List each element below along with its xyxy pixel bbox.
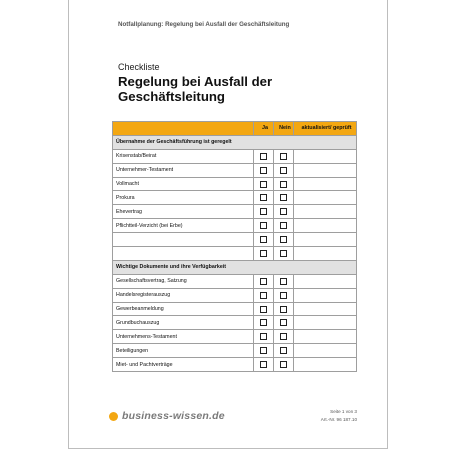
checkbox-nein[interactable] <box>280 361 287 368</box>
checkbox-cell-nein <box>274 247 294 261</box>
column-header-item <box>113 122 254 136</box>
checkbox-cell-ja <box>254 316 274 330</box>
row-label: Unternehmens-Testament <box>113 330 254 344</box>
row-label: Krisenstab/Beirat <box>113 149 254 163</box>
checkbox-ja[interactable] <box>260 306 267 313</box>
checkbox-cell-nein <box>274 330 294 344</box>
checkbox-nein[interactable] <box>280 306 287 313</box>
checkbox-cell-ja <box>254 233 274 247</box>
checkbox-nein[interactable] <box>280 181 287 188</box>
checkbox-cell-ja <box>254 288 274 302</box>
row-label: Grundbuchauszug <box>113 316 254 330</box>
column-header-nein: Nein <box>274 122 294 136</box>
updated-cell[interactable] <box>294 149 357 163</box>
updated-cell[interactable] <box>294 302 357 316</box>
checkbox-ja[interactable] <box>260 361 267 368</box>
row-label: Beteiligungen <box>113 344 254 358</box>
row-label <box>113 233 254 247</box>
checkbox-ja[interactable] <box>260 194 267 201</box>
checkbox-nein[interactable] <box>280 333 287 340</box>
checkbox-ja[interactable] <box>260 250 267 257</box>
checkbox-cell-nein <box>274 233 294 247</box>
checkbox-cell-ja <box>254 247 274 261</box>
checkbox-cell-ja <box>254 344 274 358</box>
checkbox-cell-ja <box>254 163 274 177</box>
page-number: Seite 1 von 3 <box>330 409 357 414</box>
checkbox-ja[interactable] <box>260 347 267 354</box>
checkbox-cell-nein <box>274 358 294 372</box>
section-title: Übernahme der Geschäftsführung ist geregelt <box>113 135 357 149</box>
table-row <box>113 163 357 177</box>
table-row <box>113 149 357 163</box>
checkbox-cell-nein <box>274 288 294 302</box>
row-label: Unternehmer-Testament <box>113 163 254 177</box>
table-row <box>113 302 357 316</box>
brand-logo <box>109 410 225 422</box>
checkbox-cell-nein <box>274 163 294 177</box>
table-row <box>113 358 357 372</box>
table-row <box>113 288 357 302</box>
checkbox-ja[interactable] <box>260 278 267 285</box>
table-row <box>113 191 357 205</box>
checkbox-nein[interactable] <box>280 194 287 201</box>
updated-cell[interactable] <box>294 344 357 358</box>
table-header-row <box>113 122 357 136</box>
updated-cell[interactable] <box>294 330 357 344</box>
table-row <box>113 247 357 261</box>
updated-cell[interactable] <box>294 358 357 372</box>
updated-cell[interactable] <box>294 274 357 288</box>
checkbox-nein[interactable] <box>280 222 287 229</box>
row-label: Gewerbeanmeldung <box>113 302 254 316</box>
column-header-ja: Ja <box>254 122 274 136</box>
updated-cell[interactable] <box>294 191 357 205</box>
row-label: Gesellschaftsvertrag, Satzung <box>113 274 254 288</box>
checkbox-nein[interactable] <box>280 153 287 160</box>
checkbox-cell-ja <box>254 274 274 288</box>
checklist-body <box>113 135 357 371</box>
checkbox-nein[interactable] <box>280 292 287 299</box>
checkbox-nein[interactable] <box>280 347 287 354</box>
checkbox-cell-ja <box>254 177 274 191</box>
checkbox-cell-ja <box>254 205 274 219</box>
brand-dot-icon <box>109 412 118 421</box>
checkbox-ja[interactable] <box>260 181 267 188</box>
checkbox-ja[interactable] <box>260 167 267 174</box>
checkbox-cell-ja <box>254 358 274 372</box>
checkbox-cell-ja <box>254 302 274 316</box>
article-number: Art.-Nr. 96 187.10 <box>320 416 357 422</box>
updated-cell[interactable] <box>294 177 357 191</box>
checkbox-ja[interactable] <box>260 292 267 299</box>
row-label: Miet- und Pachtverträge <box>113 358 254 372</box>
updated-cell[interactable] <box>294 247 357 261</box>
checkbox-ja[interactable] <box>260 222 267 229</box>
checkbox-ja[interactable] <box>260 236 267 243</box>
updated-cell[interactable] <box>294 288 357 302</box>
checklist-table <box>112 121 357 372</box>
checkbox-cell-ja <box>254 219 274 233</box>
checkbox-cell-nein <box>274 191 294 205</box>
checkbox-cell-nein <box>274 177 294 191</box>
updated-cell[interactable] <box>294 205 357 219</box>
checkbox-ja[interactable] <box>260 208 267 215</box>
row-label <box>113 247 254 261</box>
checkbox-cell-nein <box>274 302 294 316</box>
checkbox-cell-nein <box>274 274 294 288</box>
checkbox-cell-nein <box>274 344 294 358</box>
section-header-row <box>113 135 357 149</box>
footer-meta <box>321 408 357 423</box>
table-row <box>113 233 357 247</box>
updated-cell[interactable] <box>294 163 357 177</box>
checkbox-nein[interactable] <box>280 236 287 243</box>
checkbox-ja[interactable] <box>260 153 267 160</box>
section-header-row <box>113 260 357 274</box>
section-title: Wichtige Dokumente und ihre Verfügbarkeit <box>113 260 357 274</box>
checkbox-ja[interactable] <box>260 333 267 340</box>
column-header-updated: aktualisiert/ geprüft <box>294 122 357 136</box>
table-row <box>113 177 357 191</box>
row-label: Handelsregisterauszug <box>113 288 254 302</box>
checkbox-nein[interactable] <box>280 167 287 174</box>
table-row <box>113 274 357 288</box>
checkbox-cell-nein <box>274 149 294 163</box>
checkbox-cell-nein <box>274 316 294 330</box>
document-title: Regelung bei Ausfall der Geschäftsleitung <box>118 74 273 104</box>
table-row <box>113 316 357 330</box>
checkbox-cell-ja <box>254 191 274 205</box>
updated-cell[interactable] <box>294 316 357 330</box>
updated-cell[interactable] <box>294 233 357 247</box>
document-page <box>68 0 388 449</box>
checkbox-cell-nein <box>274 205 294 219</box>
checkbox-nein[interactable] <box>280 250 287 257</box>
checkbox-nein[interactable] <box>280 319 287 326</box>
running-header: Notfallplanung: Regelung bei Ausfall der Geschäftsleitung <box>118 21 290 28</box>
table-row <box>113 330 357 344</box>
row-label: Prokura <box>113 191 254 205</box>
brand-name: business-wissen.de <box>122 410 225 422</box>
checkbox-cell-ja <box>254 149 274 163</box>
row-label: Ehevertrag <box>113 205 254 219</box>
checkbox-cell-nein <box>274 219 294 233</box>
document-type: Checkliste <box>118 62 160 72</box>
checkbox-ja[interactable] <box>260 319 267 326</box>
table-row <box>113 205 357 219</box>
table-row <box>113 219 357 233</box>
row-label: Vollmacht <box>113 177 254 191</box>
checkbox-nein[interactable] <box>280 208 287 215</box>
checkbox-nein[interactable] <box>280 278 287 285</box>
updated-cell[interactable] <box>294 219 357 233</box>
checkbox-cell-ja <box>254 330 274 344</box>
row-label: Pflichtteil-Verzicht (bei Erbe) <box>113 219 254 233</box>
table-row <box>113 344 357 358</box>
